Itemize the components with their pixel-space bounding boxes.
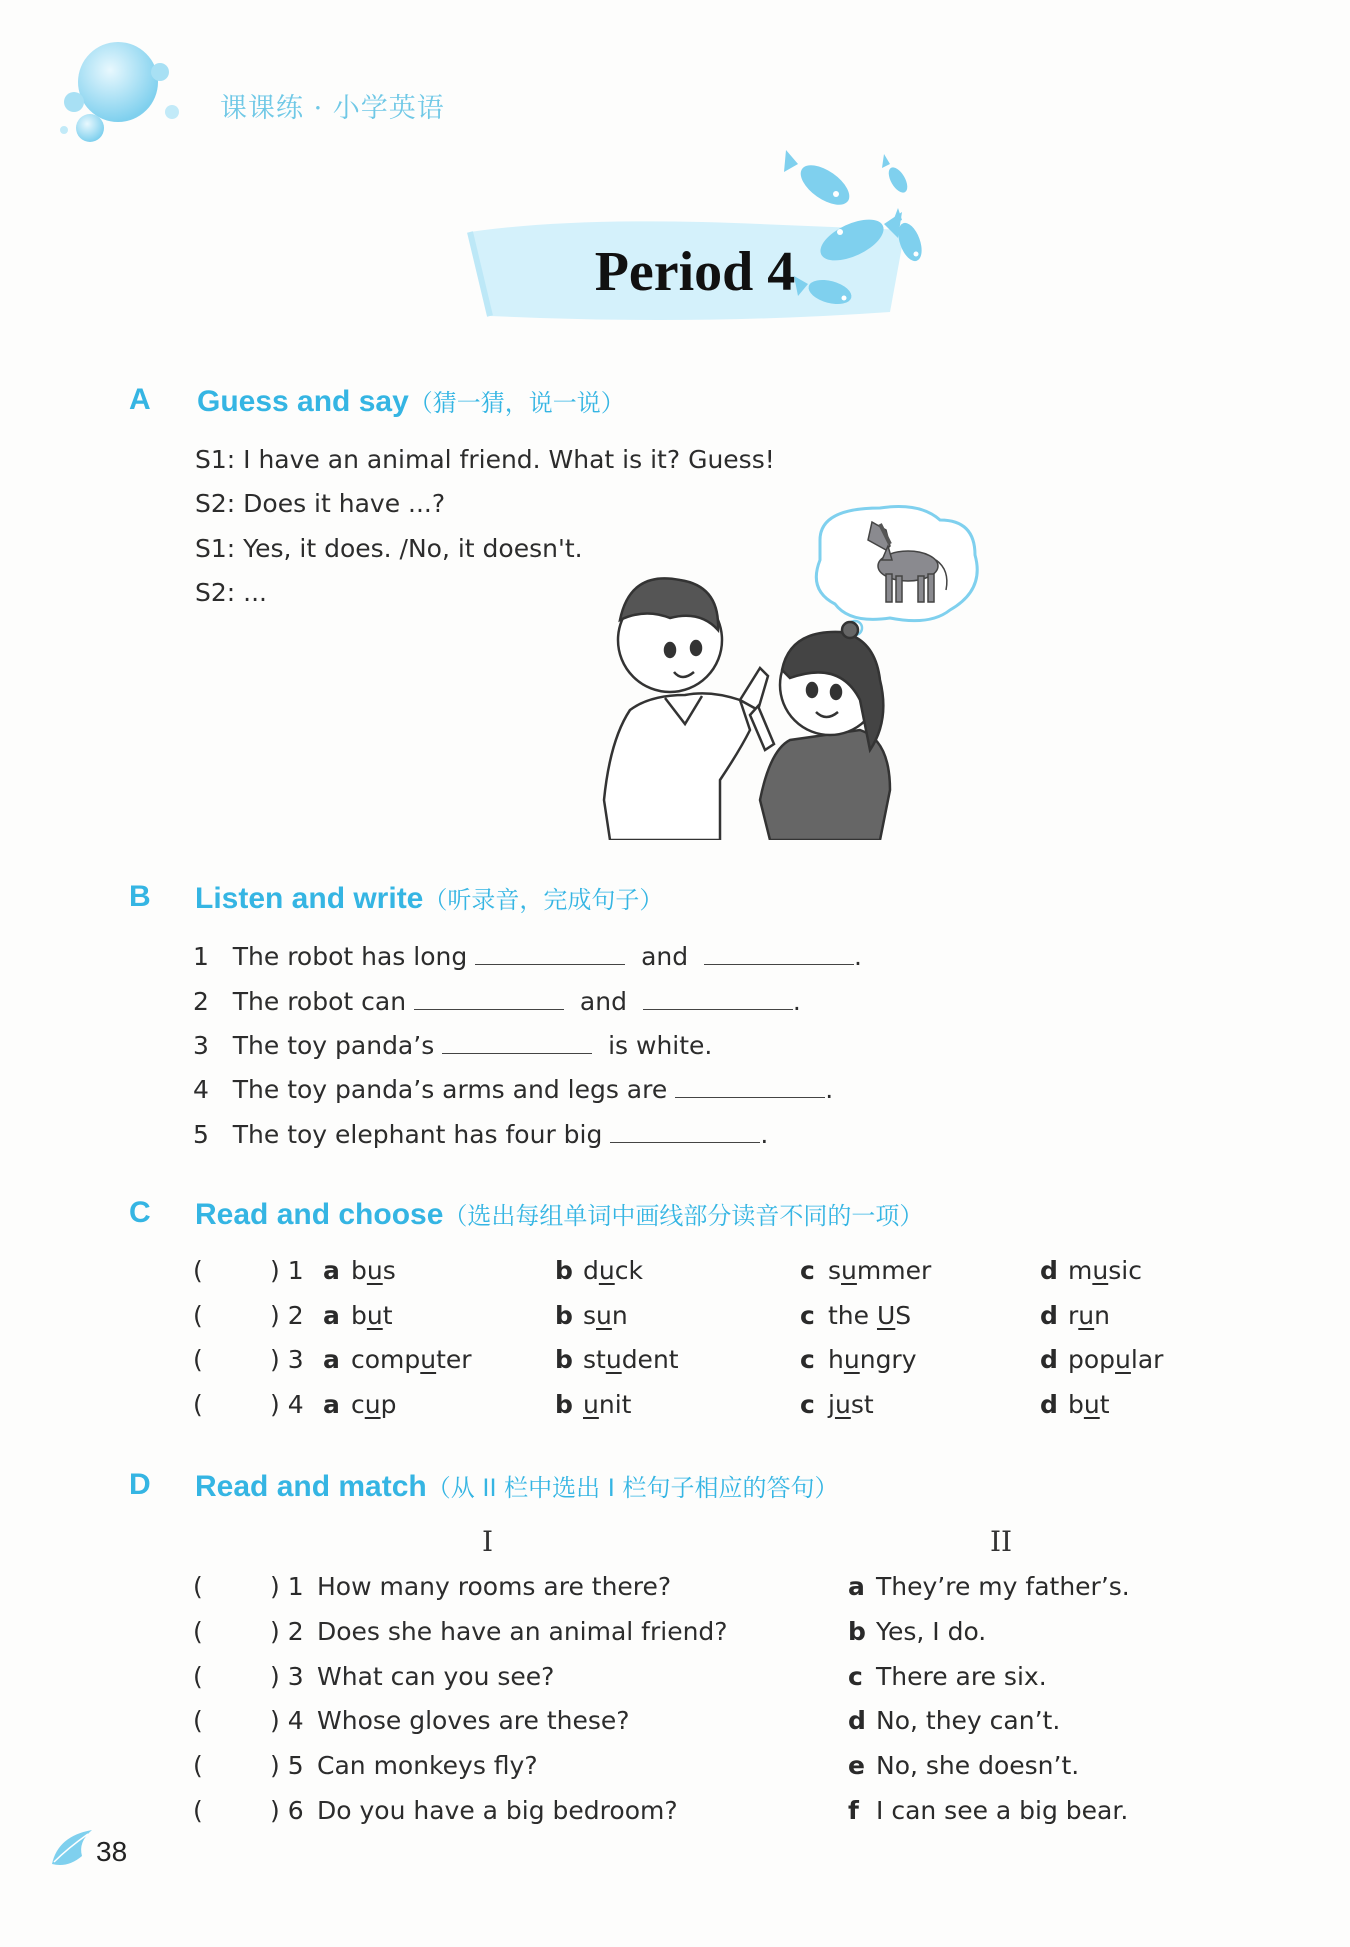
blank-line[interactable] xyxy=(475,940,625,965)
underlined-letter: u xyxy=(1092,1256,1109,1285)
question-number: ) 2 xyxy=(270,1301,304,1330)
match-answer: b Yes, I do. xyxy=(848,1617,987,1646)
section-c-title: Read and choose xyxy=(195,1198,444,1231)
boy-figure xyxy=(604,578,768,840)
underlined-letter: u xyxy=(366,1256,383,1285)
word-option-a: a bus xyxy=(323,1256,396,1285)
fill-blank-item: 5 The toy elephant has four big . xyxy=(193,1120,769,1149)
question-number: ) 4 xyxy=(270,1390,304,1419)
answer-paren-open[interactable]: ( xyxy=(193,1256,203,1285)
answer-paren-open[interactable]: ( xyxy=(193,1662,203,1691)
word-option-b: b sun xyxy=(555,1301,628,1330)
underlined-letter: U xyxy=(876,1301,896,1330)
dialogue-line: S2: Does it have ...? xyxy=(195,489,446,518)
section-d-title: Read and match xyxy=(195,1470,427,1503)
section-d-subtitle: （从 II 栏中选出 I 栏句子相应的答句） xyxy=(426,1474,839,1502)
word-option-a: a but xyxy=(323,1301,393,1330)
section-c-subtitle: （选出每组单词中画线部分读音不同的一项） xyxy=(443,1202,924,1230)
question-number: ) 6 xyxy=(270,1796,304,1825)
section-b-title: Listen and write xyxy=(195,882,424,915)
word-option-b: b student xyxy=(555,1345,679,1374)
match-question: Does she have an animal friend? xyxy=(317,1617,728,1646)
match-answer: f I can see a big bear. xyxy=(848,1796,1129,1825)
blank-line[interactable] xyxy=(643,985,793,1010)
word-option-d: d popular xyxy=(1040,1345,1164,1374)
match-question: Do you have a big bedroom? xyxy=(317,1796,678,1825)
question-number: ) 5 xyxy=(270,1751,304,1780)
word-option-d: d run xyxy=(1040,1301,1110,1330)
girl-figure xyxy=(750,622,890,840)
section-a-subtitle: （猜一猜，说一说） xyxy=(408,389,625,417)
underlined-letter: u xyxy=(841,1256,857,1285)
word-option-c: c summer xyxy=(800,1256,932,1285)
section-b-letter: B xyxy=(129,880,151,913)
match-answer: d No, they can’t. xyxy=(848,1706,1061,1735)
bubbles-decoration xyxy=(60,40,200,160)
fill-blank-item: 4 The toy panda’s arms and legs are . xyxy=(193,1075,834,1104)
word-option-a: a computer xyxy=(323,1345,472,1374)
column-i-heading: I xyxy=(482,1525,494,1558)
underlined-letter: u xyxy=(605,1345,622,1374)
fish-decoration xyxy=(780,150,950,320)
underlined-letter: u xyxy=(1115,1345,1131,1374)
answer-paren-open[interactable]: ( xyxy=(193,1301,203,1330)
section-a-heading xyxy=(197,383,625,419)
word-option-c: c just xyxy=(800,1390,874,1419)
underlined-letter: u xyxy=(420,1345,437,1374)
dialogue-line: S1: Yes, it does. /No, it doesn't. xyxy=(195,534,583,563)
question-number: ) 2 xyxy=(270,1617,304,1646)
word-option-d: d but xyxy=(1040,1390,1110,1419)
match-answer: e No, she doesn’t. xyxy=(848,1751,1080,1780)
match-question: How many rooms are there? xyxy=(317,1572,672,1601)
underlined-letter: u xyxy=(843,1345,860,1374)
answer-paren-open[interactable]: ( xyxy=(193,1345,203,1374)
answer-paren-open[interactable]: ( xyxy=(193,1796,203,1825)
underlined-letter: u xyxy=(366,1301,383,1330)
match-question: Whose gloves are these? xyxy=(317,1706,630,1735)
underlined-letter: u xyxy=(364,1390,381,1419)
section-b-subtitle: （听录音，完成句子） xyxy=(423,886,664,914)
question-number: ) 3 xyxy=(270,1345,304,1374)
fill-blank-item: 3 The toy panda’s is white. xyxy=(193,1031,713,1060)
section-a-letter: A xyxy=(129,383,151,416)
header-series-title: 课课练 · 小学英语 xyxy=(220,93,445,124)
question-number: ) 1 xyxy=(270,1572,304,1601)
underlined-letter: u xyxy=(583,1390,599,1419)
answer-paren-open[interactable]: ( xyxy=(193,1390,203,1419)
blank-line[interactable] xyxy=(675,1073,825,1098)
word-option-c: c the US xyxy=(800,1301,912,1330)
blank-line[interactable] xyxy=(442,1029,592,1054)
underlined-letter: u xyxy=(1078,1301,1095,1330)
answer-paren-open[interactable]: ( xyxy=(193,1572,203,1601)
blank-line[interactable] xyxy=(414,985,564,1010)
section-d-heading xyxy=(195,1468,838,1504)
page-number: 38 xyxy=(96,1836,128,1867)
children-illustration xyxy=(590,500,1000,840)
blank-line[interactable] xyxy=(704,940,854,965)
match-question: Can monkeys fly? xyxy=(317,1751,538,1780)
dialogue-line: S2: ... xyxy=(195,578,267,607)
dialogue-line: S1: I have an animal friend. What is it? Guess! xyxy=(195,445,775,474)
section-a-title: Guess and say xyxy=(197,385,409,418)
match-answer: a They’re my father’s. xyxy=(848,1572,1130,1601)
section-c-heading xyxy=(195,1196,923,1232)
question-number: ) 4 xyxy=(270,1706,304,1735)
fill-blank-item: 2 The robot can and . xyxy=(193,987,801,1016)
match-question: What can you see? xyxy=(317,1662,555,1691)
section-d-letter: D xyxy=(129,1468,151,1501)
blank-line[interactable] xyxy=(610,1118,760,1143)
column-ii-heading: II xyxy=(990,1525,1013,1558)
thought-bubble-horse xyxy=(816,507,977,649)
section-c-letter: C xyxy=(129,1196,151,1229)
word-option-c: c hungry xyxy=(800,1345,917,1374)
question-number: ) 1 xyxy=(270,1256,304,1285)
leaf-icon xyxy=(48,1828,94,1868)
page-title: Period 4 xyxy=(594,241,796,303)
word-option-b: b duck xyxy=(555,1256,643,1285)
word-option-a: a cup xyxy=(323,1390,397,1419)
word-option-b: b unit xyxy=(555,1390,632,1419)
underlined-letter: u xyxy=(596,1301,612,1330)
underlined-letter: u xyxy=(598,1256,615,1285)
answer-paren-open[interactable]: ( xyxy=(193,1751,203,1780)
answer-paren-open[interactable]: ( xyxy=(193,1706,203,1735)
underlined-letter: u xyxy=(834,1390,851,1419)
match-answer: c There are six. xyxy=(848,1662,1047,1691)
question-number: ) 3 xyxy=(270,1662,304,1691)
answer-paren-open[interactable]: ( xyxy=(193,1617,203,1646)
word-option-d: d music xyxy=(1040,1256,1142,1285)
section-b-heading xyxy=(195,880,663,916)
fill-blank-item: 1 The robot has long and . xyxy=(193,942,862,971)
underlined-letter: u xyxy=(1083,1390,1100,1419)
